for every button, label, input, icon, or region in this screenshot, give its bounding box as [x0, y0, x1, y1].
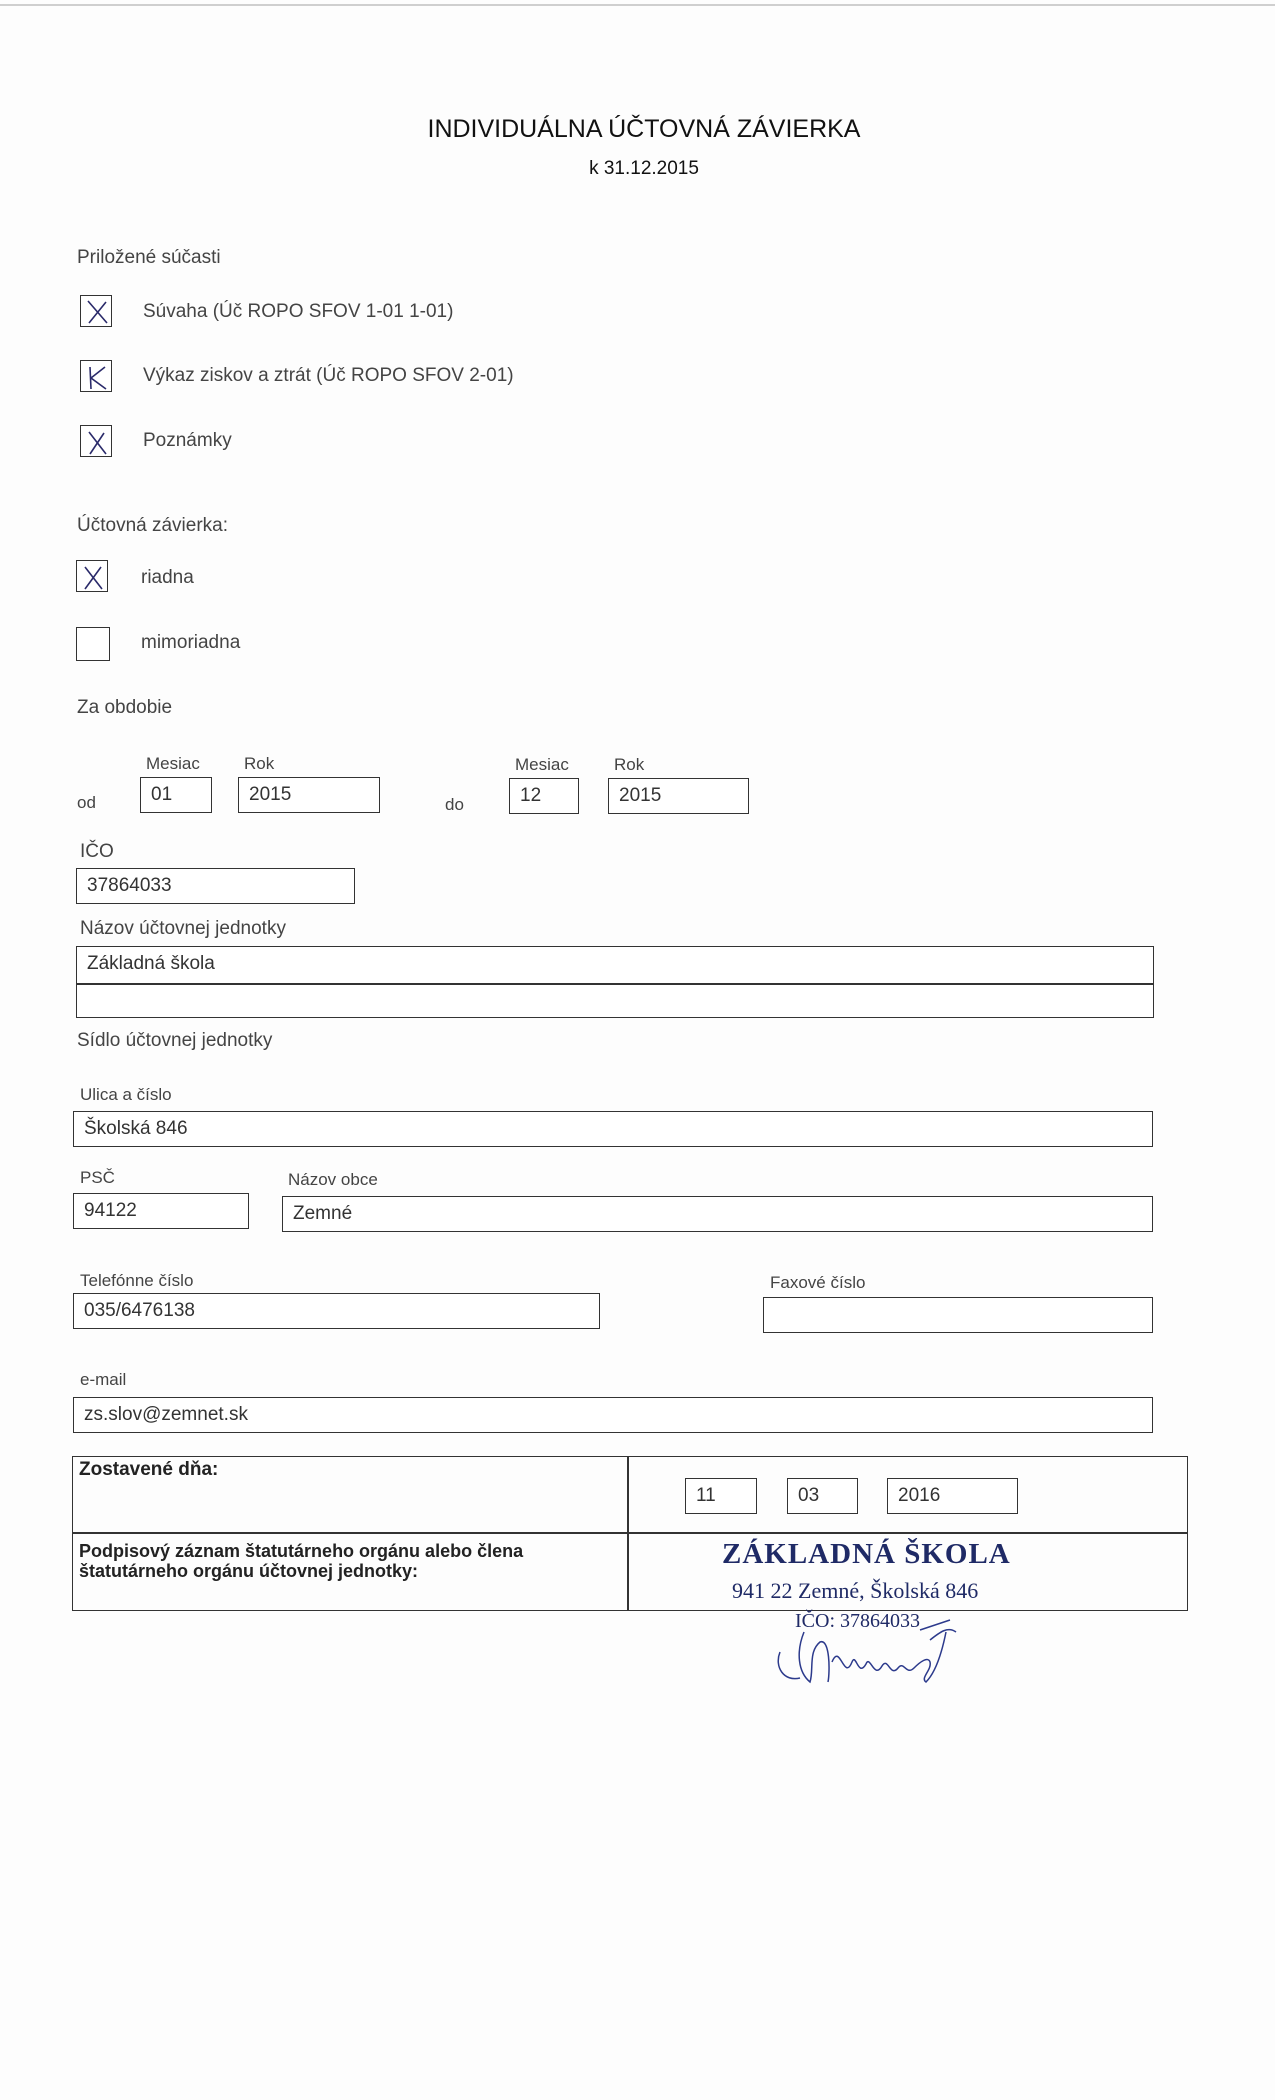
email-field[interactable] [73, 1397, 1153, 1433]
city-label: Názov obce [288, 1170, 378, 1189]
handwritten-x-mark [81, 361, 113, 393]
signature-record-label [79, 1541, 523, 1581]
from-month-label: Mesiac [146, 754, 200, 773]
seat-heading: Sídlo účtovnej jednotky [77, 1030, 273, 1051]
closing-regular-label: riadna [141, 567, 194, 588]
top-edge-rule [0, 4, 1275, 6]
compiled-day-field[interactable] [685, 1478, 757, 1514]
city-value: Zemné [293, 1203, 353, 1224]
document-date: k 31.12.2015 [589, 158, 699, 179]
signature-record-label-line1: Podpisový záznam štatutárneho orgánu alebo člena [79, 1541, 524, 1561]
signature-record-label-line2: štatutárneho orgánu účtovnej jednotky: [79, 1561, 419, 1581]
phone-value: 035/6476138 [84, 1300, 195, 1321]
street-field[interactable] [73, 1111, 1153, 1147]
to-year-value: 2015 [619, 785, 662, 806]
attachment-checkbox-notes[interactable] [80, 425, 112, 457]
signature-table [72, 1456, 1188, 1611]
closing-extraordinary-checkbox[interactable] [76, 627, 110, 661]
fax-field[interactable] [763, 1297, 1153, 1333]
attachment-checkbox-profit-loss[interactable] [80, 360, 112, 392]
street-label: Ulica a číslo [80, 1085, 172, 1104]
attachment-label-balance: Súvaha (Úč ROPO SFOV 1-01 1-01) [143, 301, 454, 322]
psc-label: PSČ [80, 1168, 115, 1187]
fax-label: Faxové číslo [770, 1273, 866, 1292]
phone-field[interactable] [73, 1293, 600, 1329]
street-value: Školská 846 [84, 1118, 188, 1139]
stamp-school-name: ZÁKLADNÁ ŠKOLA [722, 1538, 1011, 1570]
to-year-label: Rok [614, 755, 645, 774]
handwritten-x-mark [81, 296, 113, 328]
psc-field[interactable] [73, 1193, 249, 1229]
ico-value: 37864033 [87, 875, 172, 896]
to-month-label: Mesiac [515, 755, 569, 774]
period-heading: Za obdobie [77, 697, 173, 718]
handwritten-x-mark [81, 426, 113, 458]
email-value: zs.slov@zemnet.sk [84, 1404, 248, 1425]
from-year-label: Rok [244, 754, 275, 773]
signature-table-divider-vertical [627, 1457, 629, 1610]
from-year-value: 2015 [249, 784, 292, 805]
entity-name-field[interactable] [76, 946, 1154, 1018]
city-field[interactable] [282, 1196, 1153, 1232]
from-year-field[interactable] [238, 777, 380, 813]
from-label: od [77, 793, 96, 812]
compiled-day-value: 11 [696, 1485, 716, 1506]
attachments-heading: Priložené súčasti [77, 247, 221, 268]
to-month-field[interactable] [509, 778, 579, 814]
to-year-field[interactable] [608, 778, 749, 814]
entity-name-line1: Základná škola [87, 953, 215, 974]
attachment-checkbox-balance[interactable] [80, 295, 112, 327]
handwritten-signature [770, 1612, 970, 1692]
email-label: e-mail [80, 1370, 127, 1389]
ico-field[interactable] [76, 868, 355, 904]
ico-label: IČO [80, 841, 114, 862]
closing-regular-checkbox[interactable] [76, 560, 108, 592]
handwritten-x-mark [77, 561, 109, 593]
attachment-label-profit-loss: Výkaz ziskov a ztrát (Úč ROPO SFOV 2-01) [143, 365, 514, 386]
entity-name-divider [77, 983, 1153, 985]
closing-type-heading: Účtovná závierka: [77, 515, 229, 536]
to-month-value: 12 [520, 785, 542, 806]
compiled-year-value: 2016 [898, 1485, 941, 1506]
compiled-month-field[interactable] [787, 1478, 858, 1514]
compiled-date-label: Zostavené dňa: [79, 1459, 219, 1480]
stamp-ico: IČO: 37864033 [795, 1610, 920, 1632]
from-month-value: 01 [151, 784, 173, 805]
compiled-year-field[interactable] [887, 1478, 1018, 1514]
signature-table-divider-horizontal [73, 1532, 1187, 1534]
psc-value: 94122 [84, 1200, 137, 1221]
document-title: INDIVIDUÁLNA ÚČTOVNÁ ZÁVIERKA [427, 115, 861, 143]
from-month-field[interactable] [140, 777, 212, 813]
entity-name-label: Názov účtovnej jednotky [80, 918, 286, 939]
compiled-month-value: 03 [798, 1485, 820, 1506]
closing-extraordinary-label: mimoriadna [141, 632, 241, 653]
phone-label: Telefónne číslo [80, 1271, 194, 1290]
attachment-label-notes: Poznámky [143, 430, 232, 451]
to-label: do [445, 795, 464, 814]
stamp-address: 941 22 Zemné, Školská 846 [732, 1578, 979, 1603]
